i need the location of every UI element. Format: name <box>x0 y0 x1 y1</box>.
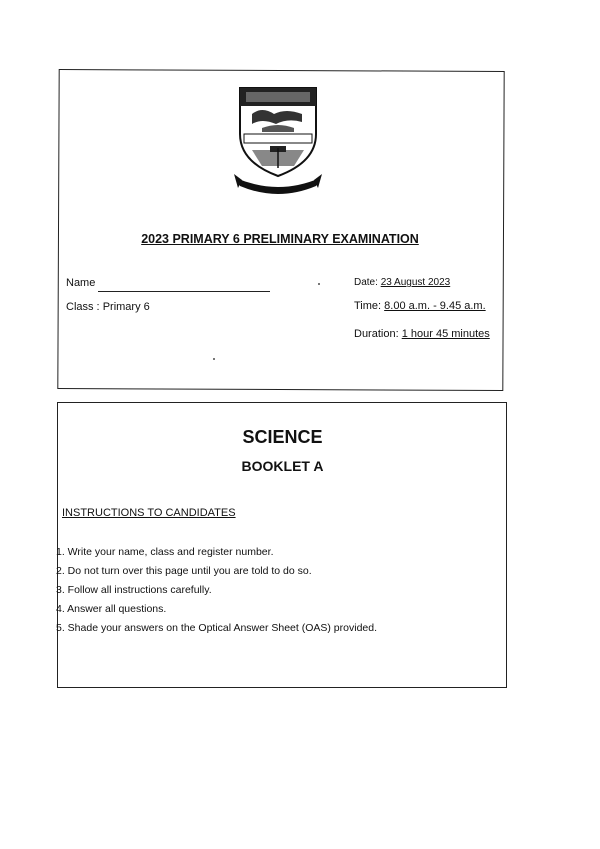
instructions-list <box>56 545 377 640</box>
date-value: 23 August 2023 <box>380 277 451 288</box>
instruction-item: 3. Follow all instructions carefully. <box>56 584 212 596</box>
speck <box>213 358 215 360</box>
duration-value: 1 hour 45 minutes <box>401 328 490 340</box>
class-value: Primary 6 <box>102 301 150 313</box>
instructions-heading: INSTRUCTIONS TO CANDIDATES <box>62 507 236 519</box>
instruction-item: 2. Do not turn over this page until you are told to do so. <box>56 565 312 577</box>
class-label: Class : <box>66 301 100 313</box>
subject-title: SCIENCE <box>242 427 323 447</box>
name-underline <box>98 291 270 292</box>
time-field <box>354 300 486 312</box>
instruction-item: 4. Answer all questions. <box>56 603 167 615</box>
instruction-item: 1. Write your name, class and register number. <box>56 546 274 558</box>
booklet-title: BOOKLET A <box>241 458 324 474</box>
exam-title: 2023 PRIMARY 6 PRELIMINARY EXAMINATION <box>141 232 419 246</box>
school-crest-logo <box>232 84 324 194</box>
time-value: 8.00 a.m. - 9.45 a.m. <box>384 300 486 312</box>
date-field <box>354 277 450 288</box>
class-field <box>66 301 150 313</box>
duration-label: Duration: <box>354 328 399 340</box>
speck <box>318 283 320 285</box>
time-label: Time: <box>354 300 382 312</box>
duration-field <box>354 328 490 340</box>
date-label: Date: <box>354 277 378 288</box>
name-label: Name <box>66 277 96 289</box>
instruction-item: 5. Shade your answers on the Optical Answer Sheet (OAS) provided. <box>56 622 378 634</box>
